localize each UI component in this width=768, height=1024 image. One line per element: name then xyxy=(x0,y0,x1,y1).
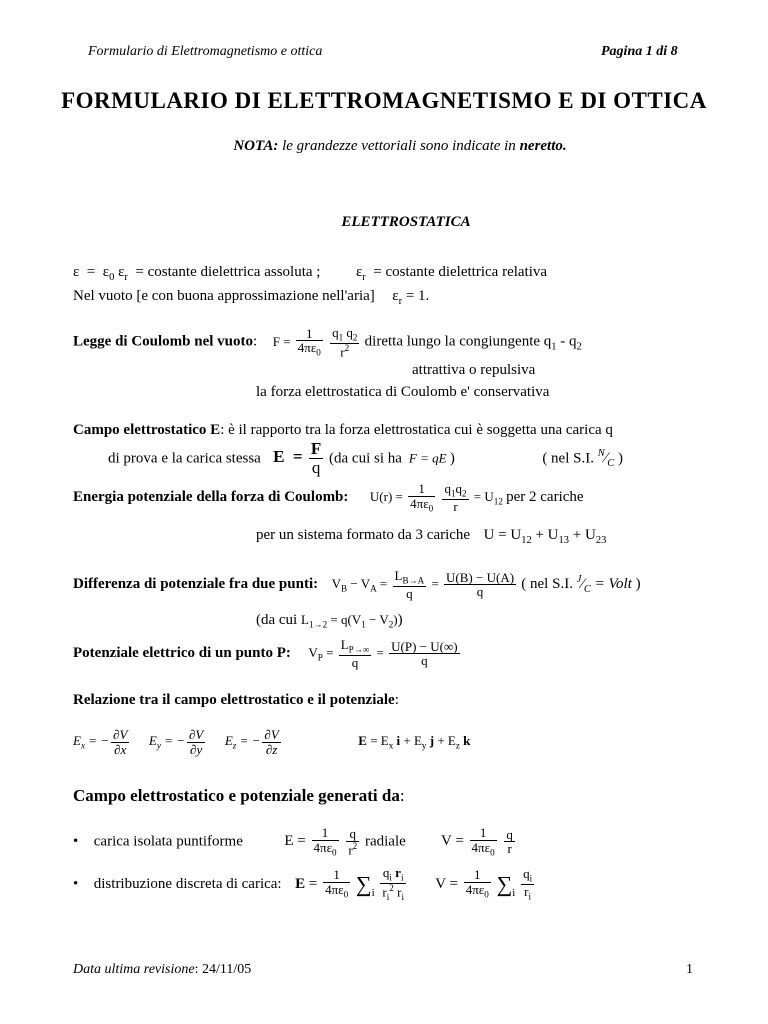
campo-formula: E = $\frac{F}{q}$ xyxy=(264,439,322,477)
bullet-item xyxy=(73,826,517,858)
differenza-line-2-text: (da cui xyxy=(256,612,298,628)
header-page-label: Pagina 1 di 8 xyxy=(601,44,678,59)
header-doc-title: Formulario di Elettromagnetismo e ottica xyxy=(88,44,323,59)
epsilon-rel-text: = costante dielettrica relativa xyxy=(373,264,548,280)
coulomb-direction: diretta lungo la congiungente q xyxy=(364,333,552,350)
discrete-field-formula: E = $\frac{1}{4\pi\varepsilon_0}$ $\sum_i$ $\frac{q_i r_i}{r_i^2 r_i}$ xyxy=(295,865,404,903)
coulomb-formula: F = $\frac{1}{4\pi\varepsilon_0}$ $\frac{q_1 q_2}{r^2}$ xyxy=(272,325,358,360)
energia-line-1 xyxy=(73,482,584,514)
nota-text: le grandezze vettoriali sono indicate in xyxy=(282,138,516,154)
ez-formula: $E_z$ = − $\frac{\partial V}{\partial z}$ xyxy=(224,727,279,757)
epsilon-line-1 xyxy=(73,264,547,283)
differenza-formula: $V_B - V_A$ = $\frac{L_{B\to A}}{q}$ = $\frac{U(B) - U(A)}{q}$ xyxy=(331,568,515,602)
generati-line: Campo elettrostatico e potenziale generati da: xyxy=(73,786,405,805)
footer-revision xyxy=(73,962,251,978)
generati-label: Campo elettrostatico e potenziale generati da xyxy=(73,786,400,805)
energia-line-2-text: per un sistema formato da 3 cariche xyxy=(256,527,471,543)
campo-label: Campo elettrostatico E xyxy=(73,422,221,438)
discrete-potential-formula: V = $\frac{1}{4\pi\varepsilon_0}$ $\sum_i$ $\frac{q_i}{r_i}$ xyxy=(435,865,533,902)
energia-sum: $U = U_{12} + U_{13} + U_{23}$ xyxy=(483,527,607,546)
epsilon-abs-text: = costante dielettrica assoluta ; xyxy=(135,264,321,280)
coulomb-line: Legge di Coulomb nel vuoto: F = $\frac{1}{4\pi\varepsilon_0}$ $\frac{q_1 q_2}{r^2}$ diretta lungo la congiungente $q_1 - q_2$ xyxy=(73,325,582,360)
epsilon-r-symbol: $\varepsilon_r$ xyxy=(355,264,366,283)
bullet-text: distribuzione discreta di carica: xyxy=(93,875,282,892)
e-vector-formula: $E = E_x$ $i + E_y$ $j + E_z$ k xyxy=(358,733,471,751)
epsilon-r-value: = 1. xyxy=(405,288,430,304)
relazione-label: Relazione tra il campo elettrostatico e il potenziale xyxy=(73,692,395,708)
campo-paren: (da cui si ha xyxy=(329,450,402,467)
bullet-text: carica isolata puntiforme xyxy=(93,833,243,850)
campo-line-2: di prova e la carica stessa E = $\frac{F}{q}$ (da cui si ha F = qE ) ( nel S.I. $^N⁄_C$ ) xyxy=(108,439,624,477)
vacuum-text: Nel vuoto [e con buona approssimazione nell'aria] xyxy=(73,288,375,304)
footer-revision-date: : 24/11/05 xyxy=(194,962,252,977)
differenza-line-2: (da cui $L_{1\to 2} = q(V_1 - V_2)$) xyxy=(256,612,403,630)
differenza-si: ( nel S.I. xyxy=(521,575,573,592)
coulomb-line-2: attrattiva o repulsiva xyxy=(412,362,536,378)
energia-label: Energia potenziale della forza di Coulomb: xyxy=(73,488,349,505)
campo-qe: F = qE xyxy=(405,450,450,466)
relazione-line: Relazione tra il campo elettrostatico e il potenziale: xyxy=(73,692,399,708)
point-field-formula: E = $\frac{1}{4\pi\varepsilon_0}$ $\frac{q}{r^2}$ xyxy=(284,825,358,858)
campo-unit: $^N⁄_C$ xyxy=(597,448,615,470)
energia-suffix: per 2 cariche xyxy=(506,488,584,505)
bullet-item xyxy=(73,866,536,903)
ey-formula: $E_y$ = − $\frac{\partial V}{\partial y}$ xyxy=(148,727,204,757)
epsilon-r-symbol-2: $\varepsilon_r$ xyxy=(392,288,403,307)
epsilon-symbol: $\varepsilon = \varepsilon_0$ $\varepsilon_r$ xyxy=(73,264,128,283)
nota-label: NOTA: xyxy=(233,138,279,154)
section-title: ELETTROSTATICA xyxy=(341,214,471,230)
footer-revision-label: Data ultima revisione xyxy=(73,962,195,977)
potenziale-line xyxy=(73,638,462,670)
nota-line xyxy=(0,138,768,155)
coulomb-label: Legge di Coulomb nel vuoto xyxy=(73,333,254,350)
coulomb-line-3: la forza elettrostatica di Coulomb e' conservativa xyxy=(256,384,550,400)
campo-text: : è il rapporto tra la forza elettrostatica cui è soggetta una carica q xyxy=(220,422,613,438)
ex-formula: $E_x$ = − $\frac{\partial V}{\partial x}$ xyxy=(73,727,128,757)
energia-formula: U(r) = $\frac{1}{4\pi\varepsilon_0}$ $\frac{q_1q_2}{r}$ = $U_{12}$ xyxy=(369,481,503,515)
bullet-icon: • xyxy=(73,875,79,892)
nota-bold-word: neretto. xyxy=(519,138,567,154)
differenza-work: $L_{1\to 2} = q(V_1 - V_2)$ xyxy=(300,612,398,630)
bullet-suffix: radiale xyxy=(364,833,406,850)
bullet-icon: • xyxy=(73,833,79,850)
campo-line-1 xyxy=(73,422,613,439)
footer-page-number: 1 xyxy=(686,962,693,977)
campo-line-2-text: di prova e la carica stessa xyxy=(108,450,261,467)
campo-si: ( nel S.I. xyxy=(542,450,594,467)
differenza-line-1: Differenza di potenziale fra due punti: $V_B - V_A$ = $\frac{L_{B\to A}}{q}$ = $\frac{U(B) - U(A)}{q}$ ( nel S.I. $^J⁄_C$ = Volt ) xyxy=(73,568,641,602)
epsilon-line-2 xyxy=(73,288,429,307)
energia-line-2 xyxy=(256,527,606,546)
point-potential-formula: V = $\frac{1}{4\pi\varepsilon_0}$ $\frac{q}{r}$ xyxy=(441,825,513,858)
potenziale-formula: $V_P$ = $\frac{L_{P\to\infty}}{q}$ = $\frac{U(P) - U(\infty)}{q}$ xyxy=(308,637,458,671)
differenza-label: Differenza di potenziale fra due punti: xyxy=(73,575,319,592)
gradient-line xyxy=(73,728,470,756)
page-title: FORMULARIO DI ELETTROMAGNETISMO E DI OTTICA xyxy=(61,88,707,113)
differenza-unit: $^J⁄_C$ = Volt xyxy=(576,573,632,595)
potenziale-label: Potenziale elettrico di un punto P: xyxy=(73,644,291,661)
